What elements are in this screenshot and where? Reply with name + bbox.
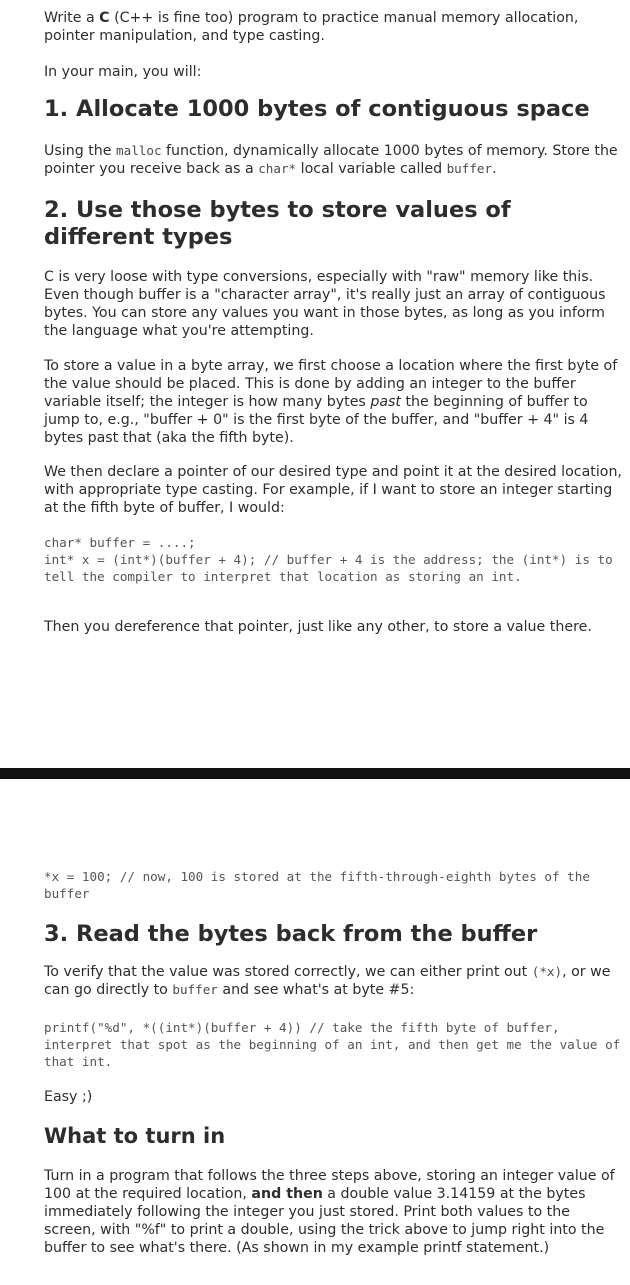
- section2-para4: Then you dereference that pointer, just like any other, to store a value there.: [44, 619, 592, 635]
- section1-heading: 1. Allocate 1000 bytes of contiguous space: [44, 96, 590, 122]
- section2-para1: C is very loose with type conversions, especially with "raw" memory like this. Even though buffer is a "character array", it's really just an array of contiguous bytes. You can store any values you want in those bytes, as long as you inform the language what you're attempting.: [44, 269, 606, 339]
- easy-line: Easy ;): [44, 1089, 93, 1105]
- buffer-code: buffer: [172, 982, 218, 997]
- language-c-bold: C: [99, 10, 110, 26]
- section3-paragraph: To verify that the value was stored correctly, we can either print out (*x), or we can go directly to buffer and see what's at byte #5:: [44, 964, 611, 998]
- page-break-divider: [0, 768, 630, 779]
- turnin-paragraph: Turn in a program that follows the three steps above, storing an integer value of 100 at the required location, and then a double value 3.14159 at the bytes immediately following the integer you just stored. Print both values to the screen, with "%f" to print a double, using the trick above to jump right into the buffer to see what's there. (As shown in my example printf statement.): [44, 1168, 615, 1256]
- buffer-code: buffer: [446, 161, 493, 176]
- intro-paragraph: [44, 9, 624, 45]
- section2-heading-wrap: [44, 197, 624, 251]
- section2-heading: 2. Use those bytes to store values of different types: [44, 197, 511, 250]
- malloc-code: malloc: [116, 143, 162, 158]
- section3-heading: 3. Read the bytes back from the buffer: [44, 921, 538, 947]
- section1-heading-wrap: [44, 96, 624, 123]
- emphasis-past: past: [370, 394, 401, 410]
- and-then-bold: and then: [251, 1186, 323, 1202]
- turnin-heading-wrap: [44, 1123, 624, 1149]
- code-block-3: printf("%d", *((int*)(buffer + 4)) // take the fifth byte of buffer, interpret that spot as the beginning of an int, and then get me the value of that int.: [44, 1020, 628, 1069]
- code-block-1: char* buffer = ....; int* x = (int*)(buffer + 4); // buffer + 4 is the address; the (int*) is to tell the compiler to interpret that location as storing an int.: [44, 535, 613, 584]
- section3-heading-wrap: [44, 921, 624, 948]
- intro-text-rest: (C++ is fine too) program to practice manual memory allocation, pointer manipulation, and type casting.: [44, 10, 579, 44]
- code-block-2: *x = 100; // now, 100 is stored at the fifth-through-eighth bytes of the buffer: [44, 869, 598, 901]
- section1-paragraph: Using the malloc function, dynamically allocate 1000 bytes of memory. Store the pointer you receive back as a char* local variable called buffer.: [44, 143, 618, 177]
- section2-para3: We then declare a pointer of our desired type and point it at the desired location, with appropriate type casting. For example, if I want to store an integer starting at the fifth byte of buffer, I would:: [44, 464, 622, 516]
- intro-main-line: In your main, you will:: [44, 64, 202, 80]
- deref-x-code: (*x): [531, 964, 563, 979]
- intro-text: Write a: [44, 10, 100, 26]
- char-pointer-code: char*: [258, 161, 297, 176]
- section2-para2: To store a value in a byte array, we first choose a location where the first byte of the value should be placed. This is done by adding an integer to the buffer variable itself; the integer is how many bytes past the beginning of buffer to jump to, e.g., "buffer + 0" is the first byte of the buffer, and "buffer + 4" is 4 bytes past that (aka the fifth byte).: [44, 358, 618, 446]
- turnin-heading: What to turn in: [44, 1124, 226, 1148]
